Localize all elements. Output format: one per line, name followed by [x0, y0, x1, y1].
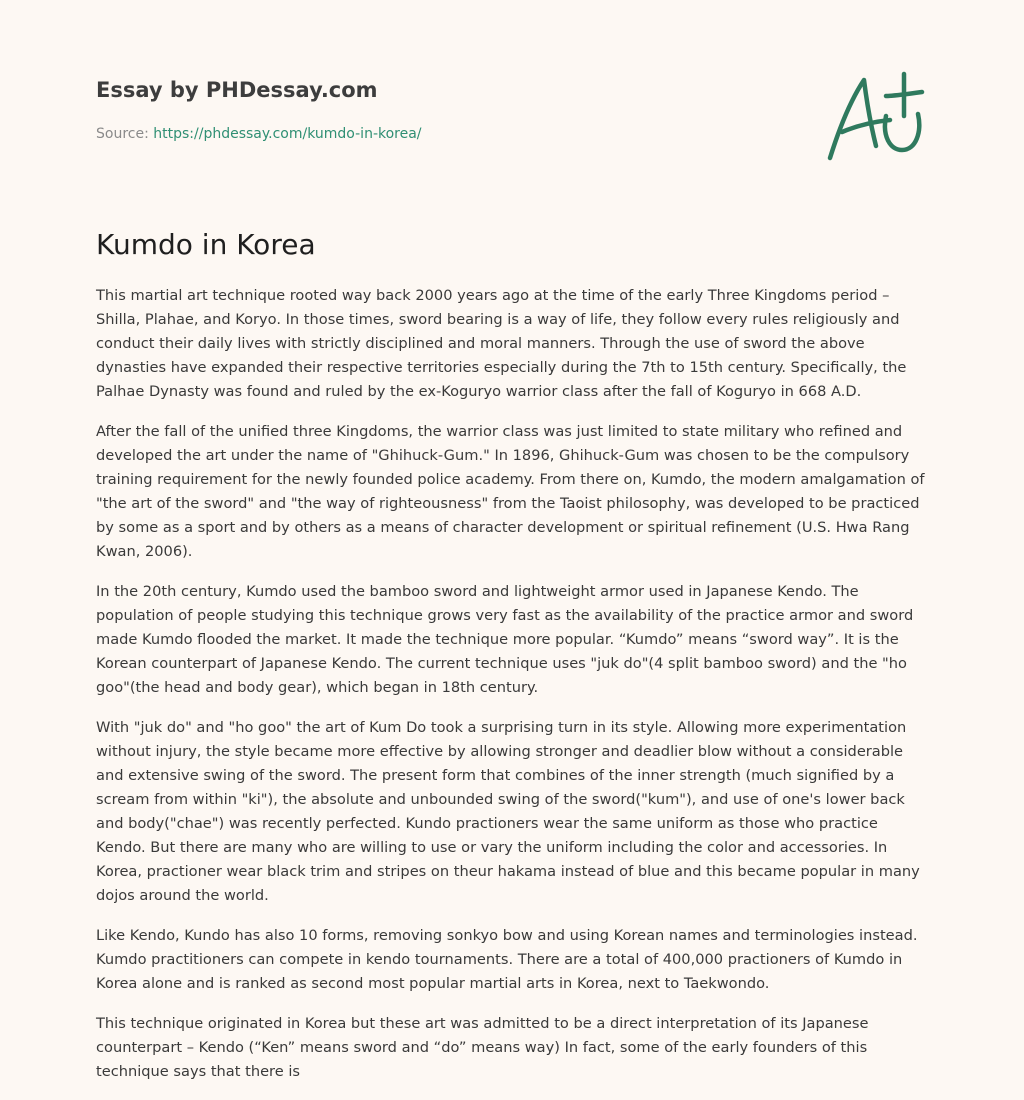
paragraph-2: After the fall of the unified three Kingdoms, the warrior class was just limited to state military who refined and developed the art under the name of "Ghihuck-Gum." In 1896, Ghihuck-Gum was chosen to be the compulsory training requirement for the newly founded police academy. From there on, Kumdo, the modern amalgamation of "the art of the sword" and "the way of righteousness" from the Taoist philosophy, was developed to be practiced by some as a sport and by others as a means of character development or spiritual refinement (U.S. Hwa Rang Kwan, 2006). [96, 423, 925, 560]
paragraph-1: This martial art technique rooted way back 2000 years ago at the time of the early Three Kingdoms period – Shilla, Plahae, and Koryo. In those times, sword bearing is a way of life, they follow every rules religiously and conduct their daily lives with strictly disciplined and moral manners. Through the use of sword the above dynasties have expanded their respective territories especially during the 7th to 15th century. Specifically, the Palhae Dynasty was found and ruled by the ex-Koguryo warrior class after the fall of Koguryo in 668 A.D. [96, 287, 907, 400]
paragraph-6: This technique originated in Korea but these art was admitted to be a direct interpretation of its Japanese counterpart – Kendo (“Ken” means sword and “do” means way) In fact, some of the early founders of this technique says that there is [96, 1015, 869, 1080]
source-line [96, 124, 696, 144]
article-body [96, 284, 926, 1100]
source-link[interactable]: https://phdessay.com/kumdo-in-korea/ [153, 126, 422, 142]
paragraph-4: With "juk do" and "ho goo" the art of Kum Do took a surprising turn in its style. Allowing more experimentation without injury, the style became more effective by allowing stronger and deadlier blow without a considerable and extensive swing of the sword. The present form that combines of the inner strength (much signified by a scream from within "ki"), the absolute and unbounded swing of the sword("kum"), and use of one's lower back and body("chae") was recently perfected. Kundo practioners wear the same uniform as those who practice Kendo. But there are many who are willing to use or vary the uniform including the color and accessories. In Korea, practioner wear black trim and stripes on theur hakama instead of blue and this became popular in many dojos around the world. [96, 719, 920, 904]
a-plus-logo-icon [820, 66, 930, 166]
source-label: Source: [96, 126, 154, 142]
paragraph-3: In the 20th century, Kumdo used the bamboo sword and lightweight armor used in Japanese Kendo. The population of people studying this technique grows very fast as the availability of the practice armor and sword made Kumdo flooded the market. It made the technique more popular. “Kumdo” means “sword way”. It is the Korean counterpart of Japanese Kendo. The current technique uses "juk do"(4 split bamboo sword) and the "ho goo"(the head and body gear), which began in 18th century. [96, 583, 914, 696]
article-title: Kumdo in Korea [96, 228, 316, 261]
paragraph-5: Like Kendo, Kundo has also 10 forms, removing sonkyo bow and using Korean names and terminologies instead. Kumdo practitioners can compete in kendo tournaments. There are a total of 400,000 practioners of Kumdo in Korea alone and is ranked as second most popular martial arts in Korea, next to Taekwondo. [96, 927, 918, 992]
page-header [96, 76, 696, 144]
site-title: Essay by PHDessay.com [96, 78, 378, 102]
